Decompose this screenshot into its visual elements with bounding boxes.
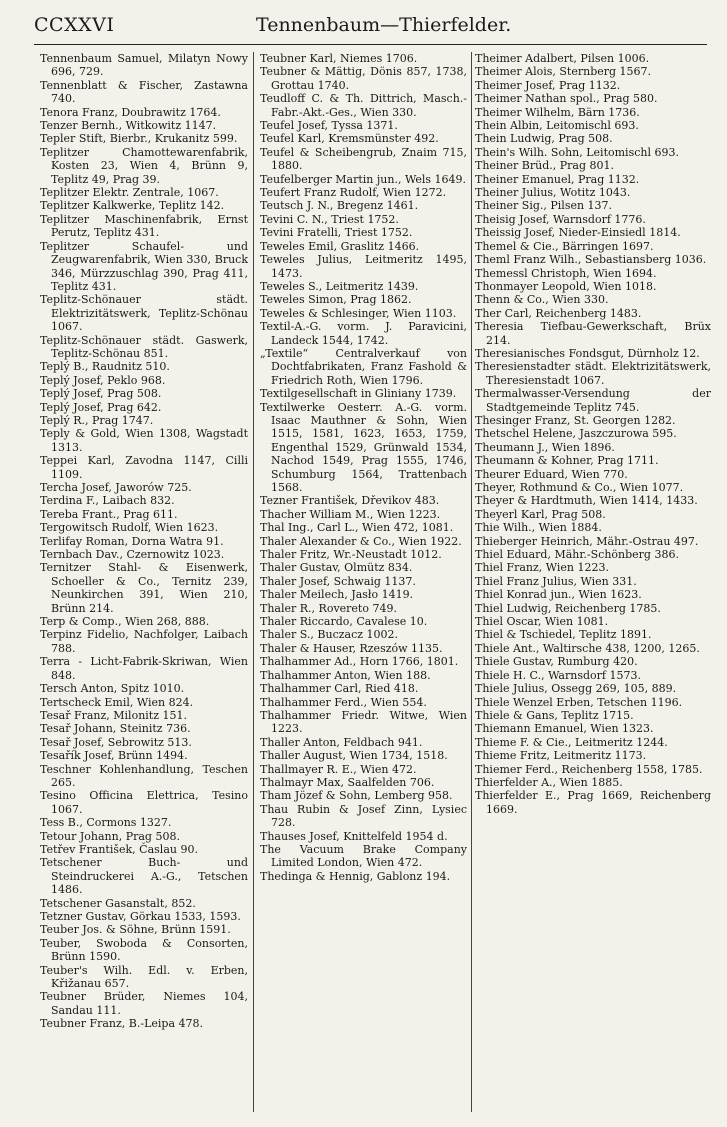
column-divider	[253, 52, 254, 1112]
directory-entry: Tham Jözef & Sohn, Lemberg 958.	[260, 789, 453, 803]
directory-entry: Thenn & Co., Wien 330.	[475, 293, 609, 307]
directory-entry: Thalhammer Carl, Ried 418.	[260, 682, 419, 696]
directory-entry: Theisig Josef, Warnsdorf 1776.	[475, 212, 646, 226]
directory-entry: Thiel Oscar, Wien 1081.	[475, 615, 609, 629]
directory-entry: Theyerl Karl, Prag 508.	[475, 507, 606, 521]
directory-entry: Teubner & Mättig, Dönis 857, 1738, Grottau 1740.	[260, 65, 467, 92]
column-middle	[260, 52, 467, 1112]
directory-entry: Thieme Fritz, Leitmeritz 1173.	[475, 749, 647, 763]
page-title: Tennenbaum—Thierfelder.	[256, 14, 512, 36]
directory-entry: Thie Wilh., Wien 1884.	[475, 521, 602, 535]
column-divider	[471, 52, 472, 1112]
directory-entry: Thalmayr Max, Saalfelden 706.	[260, 775, 435, 789]
directory-entry: Theimer Josef, Prag 1132.	[475, 78, 621, 92]
directory-entry: Teplý Josef, Peklo 968.	[40, 373, 166, 387]
directory-entry: Thaler Fritz, Wr.-Neustadt 1012.	[260, 548, 442, 562]
directory-entry: Terp & Comp., Wien 268, 888.	[40, 615, 210, 629]
directory-entry: Teubner Karl, Niemes 1706.	[260, 52, 418, 65]
directory-entry: Theresia Tiefbau-Gewerkschaft, Brüx 214.	[475, 320, 711, 347]
directory-entry: Theumann & Kohner, Prag 1711.	[475, 454, 659, 468]
directory-entry: Thaler Josef, Schwaig 1137.	[260, 574, 416, 588]
page-header	[34, 14, 707, 44]
directory-entry: Terlifay Roman, Dorna Watra 91.	[40, 534, 224, 548]
directory-entry: Ternbach Dav., Czernowitz 1023.	[40, 548, 225, 562]
directory-entry: Teplitz-Schönauer städt. Elektrizitätswerk, Teplitz-Schönau 1067.	[40, 293, 248, 334]
directory-entry: Textilwerke Oesterr. A.-G. vorm. Isaac Mauthner & Sohn, Wien 1515, 1581, 1623, 1653, 1759, Engenthal 1529, Grünwald 1534, Nachod 1549, Prag 1555, 1746, Schumburg 1564, Trattenbach 1568.	[260, 400, 467, 494]
directory-entry: Themel & Cie., Bärringen 1697.	[475, 239, 654, 253]
directory-entry: Teschner Kohlenhandlung, Teschen 265.	[40, 762, 248, 789]
directory-entry: Tetour Johann, Prag 508.	[40, 829, 180, 843]
directory-entry: Tevini Fratelli, Triest 1752.	[260, 226, 413, 240]
directory-entry: Thalhammer Anton, Wien 188.	[260, 668, 431, 682]
directory-entry: Tetřev František, Časlau 90.	[40, 842, 198, 856]
directory-entry: Teplitzer Schaufel- und Zeugwarenfabrik, Wien 330, Bruck 346, Mürzzuschlag 390, Prag 411, Teplitz 431.	[40, 239, 248, 293]
directory-entry: Teweles S., Leitmeritz 1439.	[260, 279, 419, 293]
directory-entry: Terpinz Fidelio, Nachfolger, Laibach 788.	[40, 628, 248, 655]
directory-entry: Teplitzer Chamottewarenfabrik, Kosten 23, Wien 4, Brünn 9, Teplitz 49, Prag 39.	[40, 145, 248, 186]
directory-entry: Teuber's Wilh. Edl. v. Erben, Křižanau 657.	[40, 963, 248, 991]
directory-entry: Theimer Wilhelm, Bärn 1736.	[475, 105, 640, 119]
directory-entry: Thermalwasser-Versendung der Stadtgemeinde Teplitz 745.	[475, 387, 711, 414]
directory-entry: Theresianisches Fondsgut, Dürnholz 12.	[475, 346, 700, 360]
directory-entry: Thacher William M., Wien 1223.	[260, 507, 441, 521]
directory-entry: Thiel Ludwig, Reichenberg 1785.	[475, 601, 661, 615]
directory-entry: Tennenblatt & Fischer, Zastawna 740.	[40, 78, 248, 106]
directory-entry: Textilgesellschaft in Gliniany 1739.	[260, 387, 457, 401]
directory-entry: Thierfelder E., Prag 1669, Reichenberg 1669.	[475, 789, 711, 816]
directory-entry: Thaller Anton, Feldbach 941.	[260, 735, 423, 749]
directory-entry: Teplý B., Raudnitz 510.	[40, 360, 170, 374]
directory-entry: Thaler Gustav, Olmütz 834.	[260, 561, 413, 575]
directory-entry: Thein Albin, Leitomischl 693.	[475, 119, 639, 133]
directory-entry: Theiner Emanuel, Prag 1132.	[475, 172, 640, 186]
directory-entry: Thiele & Gans, Teplitz 1715.	[475, 708, 634, 722]
directory-entry: Teubner Franz, B.-Leipa 478.	[40, 1017, 204, 1031]
directory-entry: Teutsch J. N., Bregenz 1461.	[260, 199, 419, 213]
directory-entry: Tesař Josef, Sebrowitz 513.	[40, 735, 192, 749]
directory-entry: Thiemann Emanuel, Wien 1323.	[475, 722, 654, 736]
directory-entry: Tesař Johann, Steinitz 736.	[40, 722, 191, 736]
directory-entry: Thiel Konrad jun., Wien 1623.	[475, 588, 642, 602]
directory-entry: Terra - Licht-Fabrik-Skriwan, Wien 848.	[40, 655, 248, 682]
directory-entry: Thaler S., Buczacz 1002.	[260, 628, 399, 642]
directory-entry: Thaler & Hauser, Rzeszów 1135.	[260, 641, 443, 655]
directory-entry: Ternitzer Stahl- & Eisenwerk, Schoeller & Co., Ternitz 239, Neunkirchen 391, Wien 210, Brünn 214.	[40, 561, 248, 615]
directory-entry: Thauses Josef, Knittelfeld 1954 d.	[260, 829, 448, 843]
directory-entry: Thaler R., Rovereto 749.	[260, 601, 397, 615]
directory-entry: Teufert Franz Rudolf, Wien 1272.	[260, 186, 447, 200]
directory-entry: Teweles Emil, Graslitz 1466.	[260, 239, 420, 253]
directory-entry: Theyer, Rothmund & Co., Wien 1077.	[475, 481, 684, 494]
directory-entry: Thallmayer R. E., Wien 472.	[260, 762, 417, 776]
directory-entry: Thiele Wenzel Erben, Tetschen 1196.	[475, 695, 683, 709]
directory-entry: Teuber Jos. & Söhne, Brünn 1591.	[40, 923, 231, 937]
directory-entry: Tetschener Buch- und Steindruckerei A.-G., Tetschen 1486.	[40, 856, 248, 897]
directory-entry: Teweles Simon, Prag 1862.	[260, 293, 412, 307]
directory-entry: Thierfelder A., Wien 1885.	[475, 775, 623, 789]
directory-entry: Theurer Eduard, Wien 770.	[475, 467, 628, 481]
directory-entry: Teplitzer Kalkwerke, Teplitz 142.	[40, 199, 225, 213]
directory-entry: Thalhammer Friedr. Witwe, Wien 1223.	[260, 708, 467, 736]
header-rule	[34, 44, 707, 45]
directory-entry: Tercha Josef, Jaworów 725.	[40, 481, 192, 494]
directory-entry: Teubner Brüder, Niemes 104, Sandau 111.	[40, 990, 248, 1017]
directory-entry: Tesař Franz, Milonitz 151.	[40, 708, 188, 722]
directory-entry: Teudloff C. & Th. Dittrich, Masch.-Fabr.-Akt.-Ges., Wien 330.	[260, 92, 467, 119]
directory-entry: Thaler Alexander & Co., Wien 1922.	[260, 534, 462, 548]
directory-entry: Theiner Sig., Pilsen 137.	[475, 199, 613, 213]
directory-entry: Tess B., Cormons 1327.	[40, 816, 172, 830]
directory-entry: Thiele H. C., Warnsdorf 1573.	[475, 668, 641, 682]
directory-entry: Tesino Officina Elettrica, Tesino 1067.	[40, 789, 248, 816]
directory-entry: Thieme F. & Cie., Leitmeritz 1244.	[475, 735, 668, 749]
directory-entry: Theimer Alois, Sternberg 1567.	[475, 65, 652, 79]
directory-entry: Textil-A.-G. vorm. J. Paravicini, Landeck 1544, 1742.	[260, 320, 467, 347]
directory-entry: Theiner Julius, Wotitz 1043.	[475, 186, 631, 200]
directory-entry: Teplitz-Schönauer städt. Gaswerk, Teplitz-Schönau 851.	[40, 333, 248, 360]
directory-entry: Tennenbaum Samuel, Milatyn Nowy 696, 729.	[40, 52, 248, 79]
directory-entry: Thiel Franz, Wien 1223.	[475, 561, 609, 575]
directory-entry: „Textile“ Centralverkauf von Dochtfabrikaten, Franz Fashold & Friedrich Roth, Wien 1796.	[260, 346, 467, 387]
directory-entry: Thiel Franz Julius, Wien 331.	[475, 574, 637, 588]
directory-entry: Teweles & Schlesinger, Wien 1103.	[260, 306, 457, 320]
directory-entry: Thaler Riccardo, Cavalese 10.	[260, 615, 428, 629]
column-right	[475, 52, 711, 1112]
directory-columns	[34, 52, 711, 1112]
directory-entry: Teplý Josef, Prag 642.	[40, 400, 162, 414]
directory-entry: Teppei Karl, Zavodna 1147, Cilli 1109.	[40, 454, 248, 481]
directory-entry: Tereba Frant., Prag 611.	[40, 507, 178, 521]
directory-entry: Themessl Christoph, Wien 1694.	[475, 266, 657, 280]
directory-entry: Tetschener Gasanstalt, 852.	[40, 896, 196, 910]
directory-entry: Thieberger Heinrich, Mähr.-Ostrau 497.	[475, 534, 699, 548]
directory-entry: Tesařík Josef, Brünn 1494.	[40, 749, 188, 763]
directory-entry: Theresienstadter städt. Elektrizitätswerk, Theresienstadt 1067.	[475, 360, 711, 387]
directory-entry: Thiel Eduard, Mähr.-Schönberg 386.	[475, 548, 679, 562]
directory-entry: Tevini C. N., Triest 1752.	[260, 212, 399, 226]
directory-entry: Terdina F., Laibach 832.	[40, 494, 175, 508]
directory-entry: Tenora Franz, Doubrawitz 1764.	[40, 105, 221, 119]
directory-entry: Thedinga & Hennig, Gablonz 194.	[260, 869, 451, 883]
directory-entry: Theiner Brüd., Prag 801.	[475, 159, 615, 173]
directory-entry: Tetzner Gustav, Görkau 1533, 1593.	[40, 910, 241, 923]
directory-entry: Tezner František, Dřevikov 483.	[260, 494, 440, 508]
directory-entry: Thaller August, Wien 1734, 1518.	[260, 749, 448, 763]
directory-entry: Thesinger Franz, St. Georgen 1282.	[475, 413, 676, 427]
directory-entry: Teufel & Scheibengrub, Znaim 715, 1880.	[260, 145, 467, 173]
directory-entry: Teufel Karl, Kremsmünster 492.	[260, 132, 439, 146]
directory-entry: Teply & Gold, Wien 1308, Wagstadt 1313.	[40, 427, 248, 454]
directory-entry: Tertscheck Emil, Wien 824.	[40, 695, 194, 709]
directory-entry: Teufelberger Martin jun., Wels 1649.	[260, 172, 467, 186]
directory-entry: Thalhammer Ferd., Wien 554.	[260, 695, 427, 709]
directory-entry: Thal Ing., Carl L., Wien 472, 1081.	[260, 521, 454, 535]
directory-entry: Theml Franz Wilh., Sebastiansberg 1036.	[475, 253, 707, 267]
directory-entry: Thiele Julius, Ossegg 269, 105, 889.	[475, 682, 677, 696]
directory-entry: Thiele Ant., Waltirsche 438, 1200, 1265.	[475, 641, 700, 655]
directory-entry: Thein's Wilh. Sohn, Leitomischl 693.	[475, 145, 679, 159]
directory-entry: Theumann J., Wien 1896.	[475, 440, 615, 454]
directory-entry: Teplý R., Prag 1747.	[40, 413, 154, 427]
directory-entry: Teplý Josef, Prag 508.	[40, 387, 162, 401]
directory-entry: Thalhammer Ad., Horn 1766, 1801.	[260, 655, 459, 669]
directory-entry: Thetschel Helene, Jaszczurowa 595.	[475, 427, 677, 441]
directory-entry: Theimer Nathan spol., Prag 580.	[475, 92, 658, 106]
directory-entry: Theissig Josef, Nieder-Einsiedl 1814.	[475, 226, 681, 240]
directory-entry: Teplitzer Elektr. Zentrale, 1067.	[40, 186, 219, 200]
page-number: CCXXVI	[34, 14, 115, 36]
directory-entry: Thiele Gustav, Rumburg 420.	[475, 655, 638, 669]
directory-entry: The Vacuum Brake Company Limited London, Wien 472.	[260, 842, 467, 870]
directory-entry: Theyer & Hardtmuth, Wien 1414, 1433.	[475, 494, 698, 508]
directory-entry: Ther Carl, Reichenberg 1483.	[475, 306, 642, 320]
directory-entry: Theimer Adalbert, Pilsen 1006.	[475, 52, 650, 65]
directory-entry: Thiemer Ferd., Reichenberg 1558, 1785.	[475, 762, 703, 776]
column-left	[40, 52, 248, 1112]
directory-entry: Thiel & Tschiedel, Teplitz 1891.	[475, 628, 652, 642]
directory-entry: Thau Rubin & Josef Zinn, Lysiec 728.	[260, 802, 467, 830]
directory-entry: Thonmayer Leopold, Wien 1018.	[475, 279, 657, 293]
directory-entry: Tergowitsch Rudolf, Wien 1623.	[40, 521, 219, 535]
directory-entry: Thaler Meilech, Jasło 1419.	[260, 588, 414, 602]
directory-entry: Tepler Stift, Bierbr., Krukanitz 599.	[40, 132, 238, 146]
directory-entry: Thein Ludwig, Prag 508.	[475, 132, 613, 146]
directory-entry: Teplitzer Maschinenfabrik, Ernst Perutz, Teplitz 431.	[40, 212, 248, 240]
directory-entry: Teufel Josef, Tyssa 1371.	[260, 119, 398, 133]
directory-entry: Teuber, Swoboda & Consorten, Brünn 1590.	[40, 936, 248, 964]
directory-entry: Tersch Anton, Spitz 1010.	[40, 682, 185, 696]
directory-entry: Teweles Julius, Leitmeritz 1495, 1473.	[260, 253, 467, 280]
directory-entry: Tenzer Bernh., Witkowitz 1147.	[40, 119, 217, 133]
